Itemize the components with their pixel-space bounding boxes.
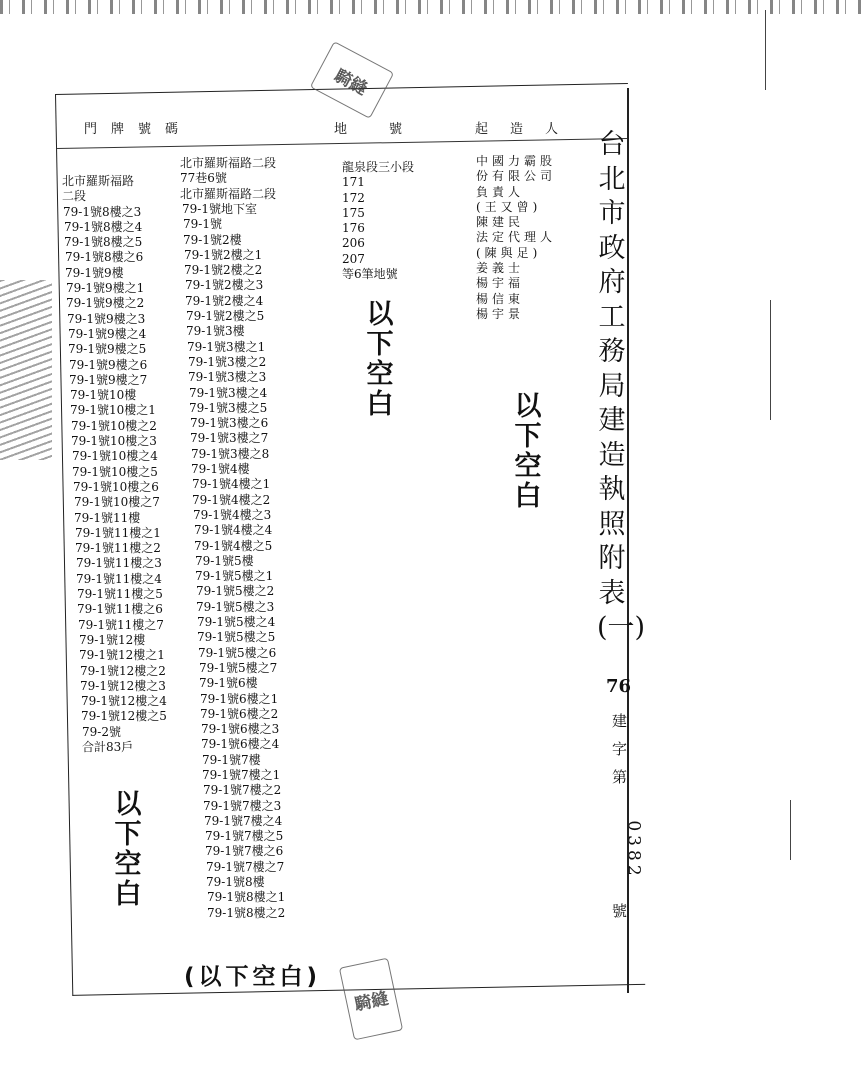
door-number-item: 79-1號4樓之5 <box>194 538 273 553</box>
permit-char-di: 第 <box>612 768 628 786</box>
blank-below-mark-horizontal: (以下空白) <box>184 964 322 990</box>
door-number-item: 79-1號6樓之4 <box>201 737 280 752</box>
land-number-item: 175 <box>342 205 365 220</box>
door-number-item: 79-1號3樓 <box>186 324 245 339</box>
permit-number: 0382 <box>623 820 644 880</box>
builder-item: 法定代理人 <box>476 230 557 245</box>
door-number-item: 79-1號5樓之2 <box>196 584 275 599</box>
blank-mark-char: 下 <box>114 819 142 850</box>
door-number-item: 79-2號 <box>82 724 121 739</box>
door-number-item: 79-1號7樓之3 <box>203 798 282 813</box>
door-number-item: 79-1號12樓之2 <box>80 663 166 678</box>
blank-mark-char: 白 <box>114 879 142 910</box>
door-number-item: 79-1號2樓之2 <box>184 263 263 278</box>
door-number-item: 79-1號3樓之5 <box>189 400 268 415</box>
door-number-item: 79-1號 <box>183 217 222 232</box>
door-number-item: 79-1號12樓之4 <box>81 694 167 709</box>
seal-stamp-top-label: 騎縫 <box>331 65 371 100</box>
door-number-item: 79-1號11樓之4 <box>76 571 162 586</box>
permit-year: 76 <box>606 676 632 697</box>
builder-item: (王又曾) <box>476 199 542 214</box>
door-number-item: 79-1號11樓之3 <box>76 556 162 571</box>
door-number-item: 79-1號6樓之1 <box>200 691 279 706</box>
scanner-line <box>770 300 771 420</box>
door-number-item: 79-1號7樓之5 <box>205 829 284 844</box>
door-number-item: 79-1號2樓之1 <box>184 247 263 262</box>
door-number-item: 79-1號6樓 <box>199 676 258 691</box>
door-number-item: 79-1號4樓之2 <box>192 492 271 507</box>
door-number-item: 79-1號8樓之5 <box>64 235 143 250</box>
door-number-item: 79-1號11樓之7 <box>78 617 164 632</box>
blank-mark-char: 空 <box>366 359 394 390</box>
blank-mark-char: 以 <box>514 391 542 422</box>
door-number-item: 79-1號8樓 <box>206 875 265 890</box>
door-number-header-item: 77巷6號 <box>180 171 227 186</box>
builder-item: 陳建民 <box>476 215 525 230</box>
permit-char-zi: 字 <box>612 740 628 758</box>
land-number-item: 207 <box>342 251 365 266</box>
door-number-item: 79-1號11樓之2 <box>75 541 161 556</box>
door-number-item: 二段 <box>62 189 87 204</box>
door-number-item: 79-1號10樓 <box>70 388 137 403</box>
door-number-item: 79-1號7樓之6 <box>205 844 284 859</box>
blank-mark-char: 下 <box>514 421 542 452</box>
door-number-item: 79-1號8樓之6 <box>65 250 144 265</box>
land-number-item: 龍泉段三小段 <box>342 160 415 174</box>
door-number-item: 79-1號9樓之3 <box>67 311 146 326</box>
door-number-item: 79-1號7樓之1 <box>202 767 281 782</box>
door-number-item: 79-1號3樓之4 <box>189 385 268 400</box>
builder-item: 中國力霸股 <box>476 154 557 168</box>
permit-char-hao: 號 <box>612 902 628 920</box>
blank-below-mark-door <box>112 790 144 910</box>
land-number-item: 176 <box>342 221 365 236</box>
form-title-text: 台北市政府工務局建造執照附表(一) <box>597 129 646 643</box>
door-number-item: 79-1號7樓之2 <box>203 783 282 798</box>
door-number-item: 79-1號12樓之5 <box>81 709 167 724</box>
door-number-item: 79-1號8樓之1 <box>207 890 286 905</box>
door-number-item: 79-1號9樓之4 <box>68 326 147 341</box>
door-number-item: 79-1號4樓之1 <box>192 477 271 492</box>
door-number-item: 79-1號5樓之7 <box>199 660 278 675</box>
land-number-item: 171 <box>342 175 365 190</box>
door-number-item: 79-1號3樓之2 <box>188 354 267 369</box>
door-number-item: 79-1號10樓之7 <box>74 495 160 510</box>
door-number-item: 79-1號10樓之4 <box>72 449 158 464</box>
door-number-item: 79-1號10樓之5 <box>72 464 158 479</box>
door-number-item: 79-1號5樓之1 <box>195 569 274 584</box>
permit-char-jian: 建 <box>612 712 628 730</box>
builder-item: 份有限公司 <box>476 169 557 184</box>
door-number-item: 79-1號10樓之1 <box>70 403 156 418</box>
door-number-item: 79-1號11樓之6 <box>77 602 163 617</box>
blank-mark-char: 以 <box>114 789 142 820</box>
land-number-item: 等6筆地號 <box>342 267 398 282</box>
door-number-item: 79-1號11樓之1 <box>75 525 161 540</box>
land-number-item: 172 <box>342 190 365 205</box>
scanner-line <box>790 800 791 860</box>
door-number-item: 79-1號2樓之5 <box>186 309 265 324</box>
door-number-item: 79-1號10樓之6 <box>73 479 159 494</box>
land-number-column <box>342 160 414 282</box>
blank-below-mark-builder <box>512 392 544 512</box>
scanner-edge-left <box>0 280 52 460</box>
blank-below-mark-land <box>364 300 396 420</box>
door-number-item: 79-1號11樓 <box>74 510 141 525</box>
door-number-item: 79-1號2樓之3 <box>185 278 264 293</box>
door-number-item: 北市羅斯福路 <box>62 174 135 188</box>
door-number-item: 79-1號12樓之3 <box>80 678 166 693</box>
land-number-item: 206 <box>342 236 365 251</box>
door-number-item: 79-1號11樓之5 <box>77 587 163 602</box>
builder-item: 楊宇福 <box>476 276 525 291</box>
door-number-item: 79-1號5樓之4 <box>197 615 276 630</box>
door-number-item: 79-1號9樓之6 <box>69 357 148 372</box>
door-number-item: 79-1號3樓之8 <box>191 446 270 461</box>
form-title-vertical <box>594 128 646 646</box>
door-number-item: 79-1號7樓之4 <box>204 813 283 828</box>
door-number-header-item: 北市羅斯福路二段 <box>180 186 277 201</box>
builder-column <box>476 152 556 320</box>
door-number-item: 79-1號2樓 <box>183 232 242 247</box>
door-number-item: 79-1號3樓之1 <box>187 339 266 354</box>
door-number-item: 79-1號8樓之3 <box>63 204 142 219</box>
door-number-header-item: 北市羅斯福路二段 <box>180 156 277 170</box>
door-number-item: 79-1號9樓之1 <box>66 281 145 296</box>
door-number-item: 79-1號5樓之3 <box>196 599 275 614</box>
door-number-item: 79-1號9樓之5 <box>68 342 147 357</box>
door-number-item: 79-1號7樓之7 <box>206 859 285 874</box>
builder-item: 負責人 <box>476 184 525 199</box>
blank-mark-char: 空 <box>514 451 542 482</box>
door-number-item: 79-1號地下室 <box>182 202 257 216</box>
door-number-item: 79-1號12樓之1 <box>79 648 165 663</box>
door-number-item: 合計83戶 <box>82 739 134 754</box>
header-builder: 起造人 <box>475 122 581 137</box>
door-number-item: 79-1號8樓之2 <box>207 905 286 920</box>
door-number-item: 79-1號2樓之4 <box>185 293 264 308</box>
door-number-item: 79-1號4樓 <box>191 462 250 477</box>
door-number-item: 79-1號5樓之6 <box>198 645 277 660</box>
blank-mark-char: 空 <box>114 849 142 880</box>
blank-mark-char: 以 <box>366 299 394 330</box>
door-number-item: 79-1號7樓 <box>202 752 261 767</box>
door-number-column-2-header <box>180 156 276 202</box>
door-number-item: 79-1號8樓之4 <box>64 219 143 234</box>
door-number-item: 79-1號6樓之3 <box>201 722 280 737</box>
door-number-column-2 <box>182 202 285 921</box>
builder-item: 姜義士 <box>476 261 525 276</box>
door-number-item: 79-1號9樓之7 <box>69 372 148 387</box>
blank-mark-char: 白 <box>366 389 394 420</box>
door-number-item: 79-1號9樓 <box>65 265 124 280</box>
door-number-item: 79-1號10樓之3 <box>71 434 157 449</box>
scanner-line <box>765 10 766 90</box>
scanner-edge-top <box>0 0 864 14</box>
door-number-column-1 <box>62 174 167 755</box>
door-number-item: 79-1號5樓之5 <box>197 630 276 645</box>
builder-item: 楊信東 <box>476 291 525 306</box>
door-number-item: 79-1號3樓之7 <box>190 431 269 446</box>
door-number-item: 79-1號12樓 <box>79 632 146 647</box>
blank-mark-char: 下 <box>366 329 394 360</box>
door-number-item: 79-1號3樓之6 <box>190 416 269 431</box>
blank-mark-char: 白 <box>514 481 542 512</box>
door-number-item: 79-1號3樓之3 <box>188 370 267 385</box>
seal-stamp-bottom-label: 騎縫 <box>352 988 391 1015</box>
door-number-item: 79-1號9樓之2 <box>66 296 145 311</box>
builder-item: (陳與足) <box>476 245 542 260</box>
door-number-item: 79-1號10樓之2 <box>71 418 157 433</box>
door-number-item: 79-1號4樓之4 <box>194 523 273 538</box>
builder-item: 楊宇景 <box>476 306 525 321</box>
door-number-item: 79-1號4樓之3 <box>193 507 272 522</box>
header-land-number: 地號 <box>334 122 445 137</box>
door-number-item: 79-1號5樓 <box>195 553 254 568</box>
header-door-number: 門牌號碼 <box>84 122 193 137</box>
door-number-item: 79-1號6樓之2 <box>200 706 279 721</box>
